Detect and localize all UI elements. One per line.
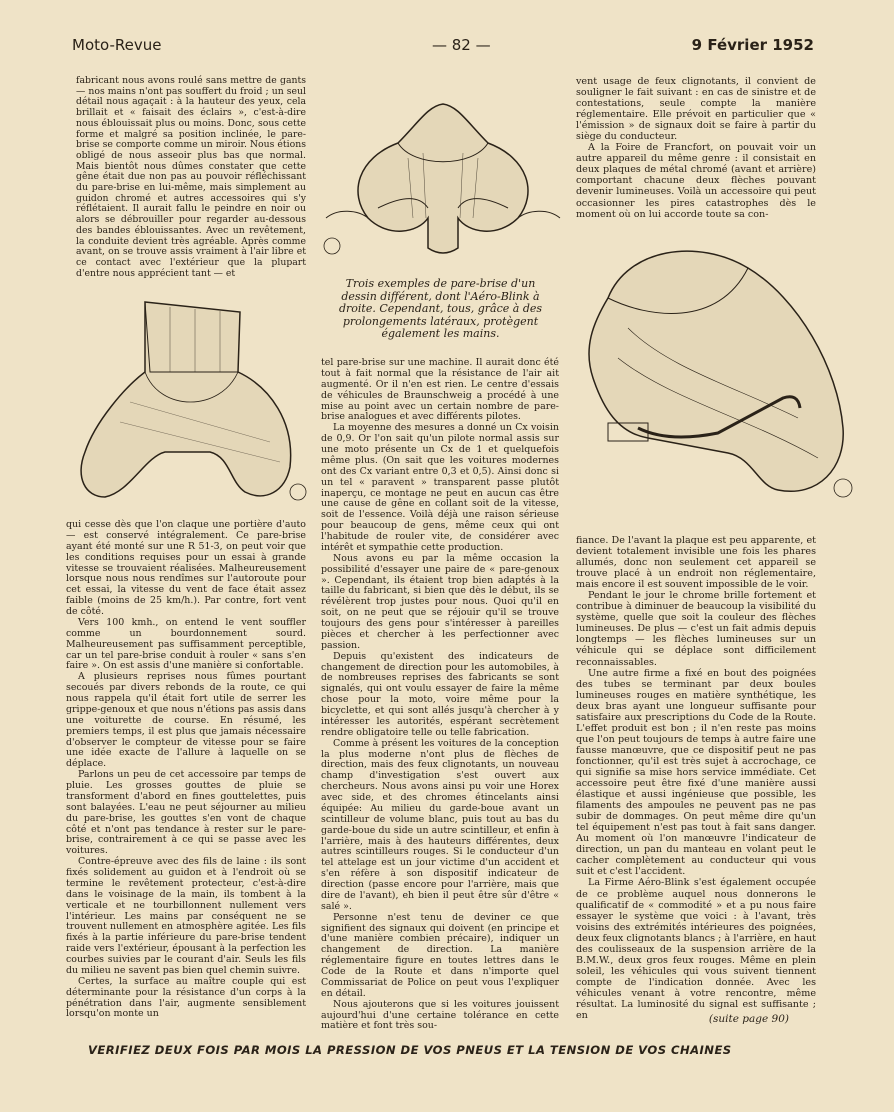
- publication-name: Moto-Revue: [72, 36, 162, 54]
- paragraph: Nous ajouterons que si les voitures jouissent aujourd'hui d'une certaine tolérance en cette matière et font très sou-: [321, 998, 559, 1032]
- issue-date: 9 Février 1952: [691, 36, 814, 54]
- windshield-illustration-left: [70, 292, 315, 517]
- paragraph: Contre-épreuve avec des fils de laine : ils sont fixés solidement au guidon et à l'endroit où se termine le revêtement protecteur, c'est-à-dire dans le voisinage de la main, ils tombent à la verticale et ne tourbillonnent nullement vers l'intérieur. Les mains par conséquent ne se trouvent nullement en atmosphère agitée. Les fils fixés à la partie inférieure du pare-brise tendent raide vers l'extérieur, épousant à la perfection les courbes suivies par le courant d'air. Seuls les fils du milieu ne savent pas bien quel chemin suivre.: [66, 856, 306, 976]
- continued-note: (suite page 90): [708, 1013, 789, 1025]
- paragraph: fabricant nous avons roulé sans mettre de gants — nos mains n'ont pas souffert du froid ; un seul détail nous agaçait : à la hauteur des yeux, cela brillait et « faisait des éclairs », c'est-à-dire nous éblouissait plus ou moins. Donc, sous cette forme et malgré sa position inclinée, le pare-brise se comporte comme un miroir. Nous étions obligé de nous asseoir plus bas que normal. Mais bientôt nous dûmes constater que cette gêne était due non pas au pouvoir réfléchissant du pare-brise en lui-même, mais simplement au guidon chromé et autres accessoires qui s'y réflétaient. Il aurait fallu le peindre en noir ou alors se débrouiller pour regarder au-dessous des bandes éblouissantes. Avec un revêtement, la conduite devient très agréable. Après comme avant, on se trouve assis vraiment à l'air libre et ce contact avec l'extérieur que la plupart d'entre nous apprécient tant — et: [76, 75, 306, 279]
- column-2: [321, 358, 559, 1040]
- page-header: [72, 36, 814, 58]
- paragraph: Vers 100 kmh., on entend le vent souffler comme un bourdonnement sourd. Malheureusement pas suffisamment perceptible, car un tel pare-brise conduit à rouler « sans s'en faire ». On est assis d'une manière si confortable.: [66, 616, 306, 672]
- paragraph: Pendant le jour le chrome brille fortement et contribue à diminuer de beaucoup la visibilité du système, quelle que soit la couleur des flèches lumineuses. De plus — c'est un fait admis depuis longtemps — les flèches lumineuses sur un véhicule qui se déplace sont difficilement reconnaissables.: [576, 590, 816, 668]
- column-1-top: [76, 76, 306, 286]
- windshield-illustration-center: [318, 98, 568, 268]
- column-1-bottom: [66, 520, 306, 1040]
- paragraph: Depuis qu'existent des indicateurs de changement de direction pour les automobiles, à de nombreuses reprises des fabricants se sont signalés, qui ont voulu essayer de faire la même chose pour la moto, voire même pour la bicyclette, et qui sont allés jusqu'à chercher à y intéresser les autorités, espérant secrètement rendre obligatoire telle ou telle fabrication.: [321, 650, 559, 738]
- paragraph: tel pare-brise sur une machine. Il aurait donc été tout à fait normal que la résistance de l'air ait augmenté. Or il n'en est rien. Le centre d'essais de véhicules de Braunschweig a procédé à une mise au point avec un certain nombre de pare-brise analogues et avec différents pilotes.: [321, 357, 559, 423]
- figure-caption: Trois exemples de pare-brise d'un dessin différent, dont l'Aéro-Blink à droite. Cependant, tous, grâce à des prolongements latéraux, protègent également les mains.: [338, 277, 543, 341]
- footer-slogan: VERIFIEZ DEUX FOIS PAR MOIS LA PRESSION DE VOS PNEUS ET LA TENSION DE VOS CHAINES: [88, 1043, 732, 1057]
- paragraph: La Firme Aéro-Blink s'est également occupée de ce problème auquel nous donnerons le qualificatif de « commodité » et a pu nous faire essayer le système que voici : à l'avant, très voisins des extrémités intérieures des poignées, deux feux clignotants blancs ; à l'arrière, en haut des coulisseaux de la suspension arrière de la B.M.W., deux gros feux rouges. Même en plein soleil, les véhicules qui vous suivent tiennent compte de l'indication donnée. Avec les véhicules venant à votre rencontre, même résultat. La luminosité du signal est suffisante ; en: [576, 877, 816, 1022]
- aero-blink-illustration: [568, 228, 868, 528]
- paragraph: A la Foire de Francfort, on pouvait voir un autre appareil du même genre : il consistait en deux plaques de métal chromé (avant et arrière) comportant chacune deux flèches pouvant devenir lumineuses. Voilà un accessoire qui peut occasionner les pires catastrophes dès le moment où on lui accorde toute sa con-: [576, 142, 816, 220]
- paragraph: Certes, la surface au maître couple qui est déterminante pour la résistance d'un corps à la pénétration dans l'air, augmente sensiblement lorsqu'on monte un: [66, 975, 306, 1020]
- column-3-top: [576, 76, 816, 226]
- paragraph: La moyenne des mesures a donné un Cx voisin de 0,9. Or l'on sait qu'un pilote normal assis sur une moto présente un Cx de 1 et quelquefois même plus. (On sait que les voitures modernes ont des Cx variant entre 0,3 et 0,5). Ainsi donc si un tel « paravent » transparent passe plutôt inaperçu, ce montage ne peut en aucun cas être une cause de gêne en collant soit de la vitesse, soit de l'essence. Voilà déjà une raison sérieuse pour beaucoup de gens, même ceux qui ont l'habitude de rouler vite, de considérer avec intérêt et sympathie cette production.: [321, 422, 559, 553]
- paragraph: fiance. De l'avant la plaque est peu apparente, et devient totalement invisible une fois les phares allumés, donc non seulement cet appareil se trouve placé à un endroit non réglementaire, mais encore il est souvent impossible de le voir.: [576, 535, 816, 591]
- paragraph: vent usage de feux clignotants, il convient de souligner le fait suivant : en cas de sinistre et de contestations, seule compte la manière réglementaire. Elle prévoit en particulier que « l'émission » de signaux doit se faire à partir du siège du conducteur.: [576, 76, 816, 143]
- paragraph: Nous avons eu par la même occasion la possibilité d'essayer une paire de « pare-genoux ». Cependant, ils étaient trop bien adaptés à la taille du fabricant, si bien que dès le début, ils se révélèrent trop justes pour nous. Quoi qu'il en soit, on ne peut que se réjouir qu'il se trouve toujours des gens pour s'intéresser à pareilles pièces et chercher à les perfectionner avec passion.: [321, 552, 559, 651]
- paragraph: Comme à présent les voitures de la conception la plus moderne n'ont plus de flèches de direction, mais des feux clignotants, un nouveau champ d'investigation s'est ouvert aux chercheurs. Nous avons ainsi pu voir une Horex avec side, et des chromes étincelants ainsi équipée: Au milieu du garde-boue avant un scintilleur de volume blanc, puis tout au bas du garde-boue du side un autre scintilleur, et enfin à l'arrière, mais à des hauteurs différentes, deux autres scintilleurs rouges. Si le conducteur d'un tel attelage est un jour victime d'un accident et s'en réfère à son dispositif indicateur de direction (passe encore pour l'arrière, mais que dire de l'avant), eh bien il peut être sûr d'être « salé ».: [321, 737, 559, 912]
- paragraph: Personne n'est tenu de deviner ce que signifient des signaux qui doivent (en principe et d'une manière combien précaire), indiquer un changement de direction. La manière réglementaire figure en toutes lettres dans le Code de la Route et dans n'importe quel Commissariat de Police on peut vous l'expliquer en détail.: [321, 911, 559, 999]
- paragraph: Une autre firme a fixé en bout des poignées des tubes se terminant par deux boules lumineuses rouges en matière synthétique, les deux bras ayant une longueur suffisante pour satisfaire aux prescriptions du Code de la Route. L'effet produit est bon ; il n'en reste pas moins que l'on peut toujours de temps à autre faire une fausse manœuvre, que ce dispositif peut ne pas fonctionner, qu'il est très sujet à accrochage, ce qui signifie sa mise hors service immédiate. Cet accessoire peut être fixé d'une manière aussi élastique et aussi ingénieuse que possible, les filaments des ampoules ne peuvent pas ne pas subir de dommages. On peut même dire qu'un tel équipement n'est pas tout à fait sans danger. Au moment où l'on manœuvre l'indicateur de direction, un pan du manteau en volant peut le cacher complètement au conducteur qui vous suit et c'est l'accident.: [576, 667, 816, 878]
- page-number: — 82 —: [432, 36, 491, 54]
- paragraph: qui cesse dès que l'on claque une portière d'auto — est conservé intégralement. Ce pare-brise ayant été monté sur une R 51-3, on peut voir que les conditions requises pour un essai à grande vitesse se trouvaient réalisées. Malheureusement lorsque nous nous rendîmes sur l'autoroute pour cet essai, la vitesse du vent de face était assez faible (moins de 25 km/h.). Par contre, fort vent de côté.: [66, 519, 306, 617]
- paragraph: Parlons un peu de cet accessoire par temps de pluie. Les grosses gouttes de pluie se transforment d'abord en fines gouttelettes, puis sont balayées. L'eau ne peut séjourner au milieu du pare-brise, les gouttes s'en vont de chaque côté et n'ont pas tendance à rester sur le pare-brise, contrairement à ce qui se passe avec les voitures.: [66, 769, 306, 857]
- column-3-bottom: [576, 535, 816, 1040]
- paragraph: A plusieurs reprises nous fûmes pourtant secoués par divers rebonds de la route, ce qui nous rappela qu'il était fort utile de serrer les grippe-genoux et que nous n'étions pas assis dans une voiturette de course. En résumé, les premiers temps, il est plus que jamais nécessaire d'observer le compteur de vitesse pour se faire une idée exacte de l'allure à laquelle on se déplace.: [66, 671, 306, 770]
